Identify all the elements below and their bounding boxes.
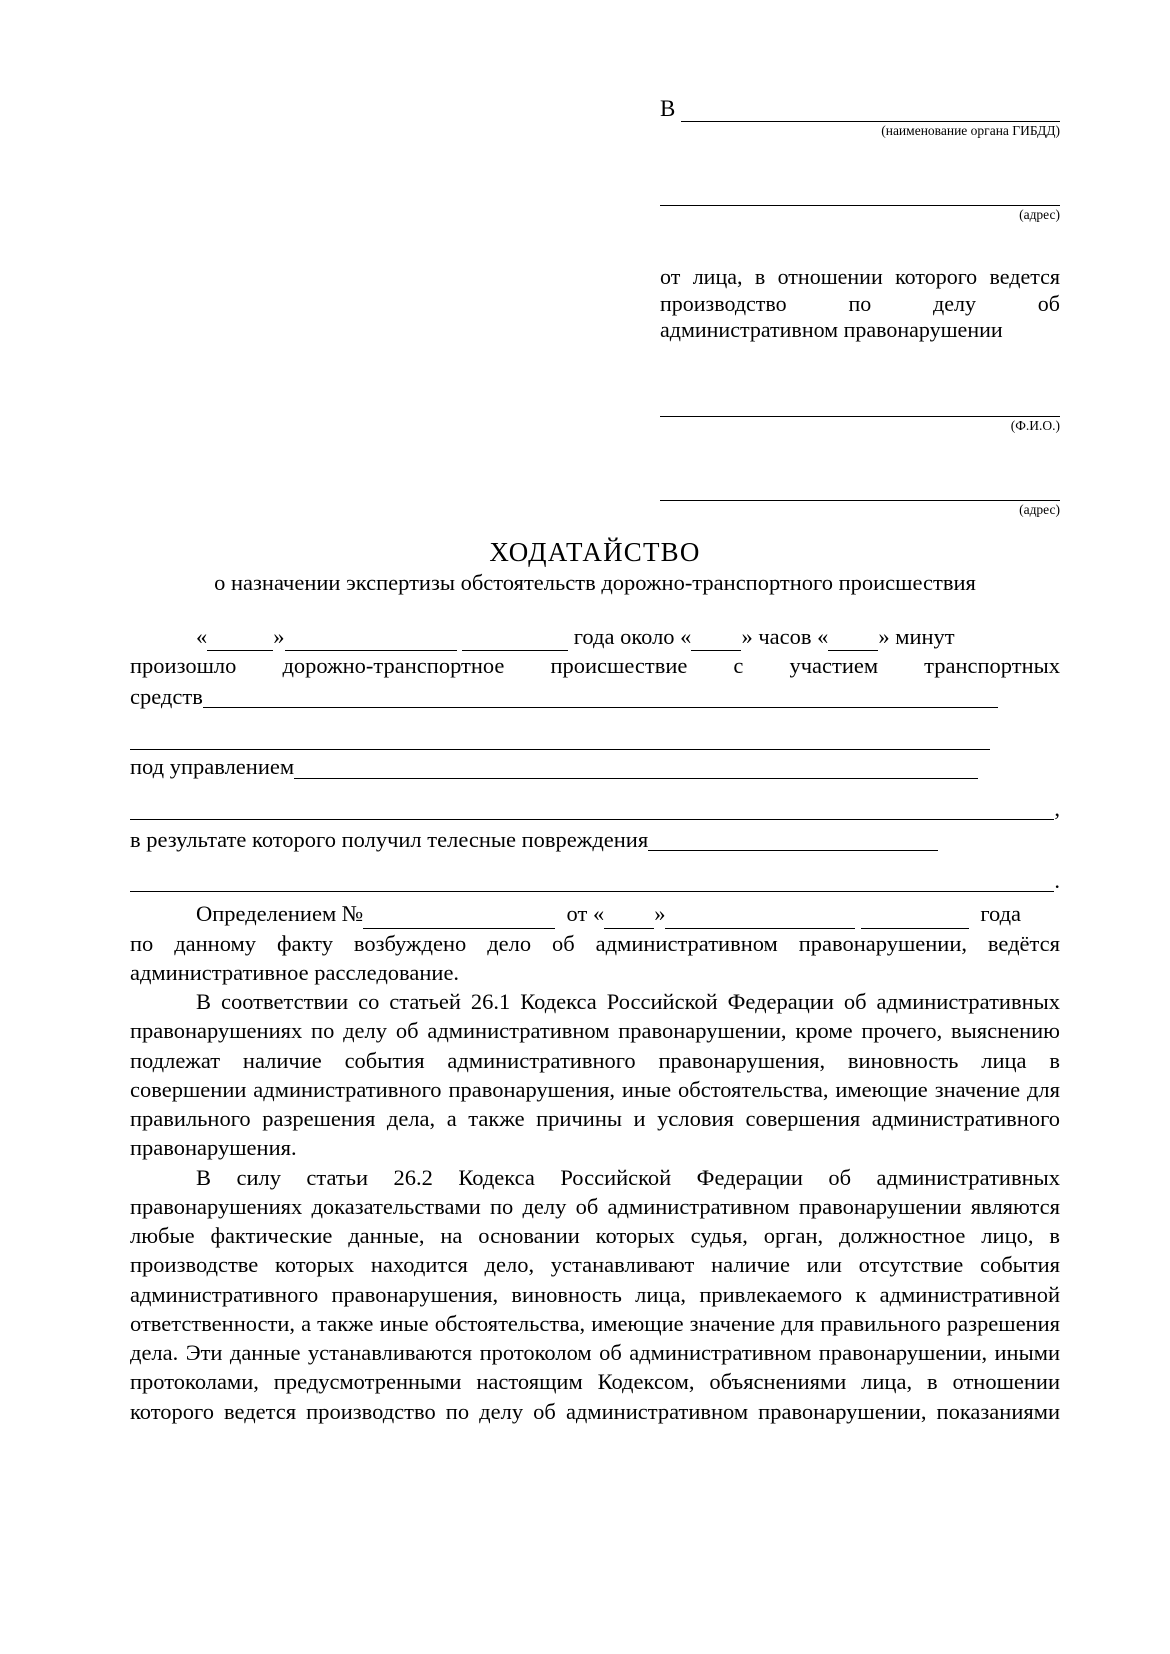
determination-from-label: от « xyxy=(566,901,605,927)
minutes-blank[interactable] xyxy=(828,629,878,651)
determination-label: Определением № xyxy=(196,901,364,927)
minutes-label: » минут xyxy=(878,623,955,649)
determination-year-blank[interactable] xyxy=(861,907,969,929)
driver-blank-continued-row xyxy=(130,794,1060,823)
paragraph-case-opened: по данному факту возбуждено дело об административном правонарушении, ведётся административное расследование. xyxy=(130,930,1060,985)
comma-mark: , xyxy=(1054,795,1060,821)
determination-day-blank[interactable] xyxy=(604,907,654,929)
to-prefix-label: В xyxy=(660,96,676,121)
date-time-row xyxy=(130,622,1060,651)
document-title: ХОДАТАЙСТВО xyxy=(489,536,701,567)
determination-quote-close: » xyxy=(654,901,666,927)
fio-caption: (Ф.И.О.) xyxy=(1010,418,1060,434)
determination-year-label: года xyxy=(980,901,1022,927)
paragraph-article-26-2: В силу статьи 26.2 Кодекса Российской Федерации об административных правонарушениях доказательствами по делу об административном правонарушении являются любые фактические данные, на основании которых судья, орган, должностное лицо, в производстве которых находится дело, устанавливают наличие или отсутствие события административного правонарушения, виновность лица, привлекаемого к административной ответственности, а также иные обстоятельства, имеющие значение для правильного разрешения дела. Эти данные устанавливаются протоколом об административном правонарушении, иными протоколами, предусмотренными настоящим Кодексом, объяснениями лица, в отношении которого ведется производство по делу об административном правонарушении, показаниями xyxy=(130,1164,1060,1424)
fio-row xyxy=(660,396,1060,417)
address-blank-2[interactable] xyxy=(660,480,1060,501)
year-around-label: года около « xyxy=(573,623,692,649)
address-caption-1: (адрес) xyxy=(1019,207,1060,223)
fio-blank[interactable] xyxy=(660,396,1060,417)
address-row-2 xyxy=(660,480,1060,501)
to-organ-row xyxy=(660,96,1060,122)
document-subtitle: о назначении экспертизы обстоятельств дорожно-транспортного происшествия xyxy=(214,569,976,595)
day-blank[interactable] xyxy=(207,629,273,651)
determination-row xyxy=(130,899,1060,928)
vehicles-row xyxy=(130,682,1060,711)
addressee-block xyxy=(660,96,1060,519)
injuries-blank-continued[interactable] xyxy=(130,871,1054,892)
address-blank-1[interactable] xyxy=(660,185,1060,206)
vehicles-blank-continued[interactable] xyxy=(130,723,990,750)
month-blank[interactable] xyxy=(285,629,457,651)
determination-number-blank[interactable] xyxy=(363,907,555,929)
incident-intro-block xyxy=(130,622,1060,929)
organ-name-blank[interactable] xyxy=(681,101,1060,122)
quote-close-1: » xyxy=(273,623,285,649)
from-person-text: от лица, в отношении которого ведется производство по делу об административном правонарушении xyxy=(660,263,1060,343)
organ-name-caption: (наименование органа ГИБДД) xyxy=(881,123,1060,139)
injuries-row xyxy=(130,825,1060,854)
driver-blank-continued[interactable] xyxy=(130,799,1054,820)
address-row-1 xyxy=(660,185,1060,206)
hours-label: » часов « xyxy=(741,623,829,649)
driver-row xyxy=(130,752,1060,781)
driver-blank[interactable] xyxy=(294,758,978,779)
period-mark: . xyxy=(1054,868,1060,894)
vehicles-label: средств xyxy=(130,684,203,710)
driver-label: под управлением xyxy=(130,754,295,780)
address-caption-2: (адрес) xyxy=(1019,502,1060,518)
injuries-blank[interactable] xyxy=(648,830,938,851)
injuries-continued-row xyxy=(130,866,1060,895)
incident-line-2: произошло дорожно-транспортное происшествие с участием транспортных xyxy=(130,652,1060,678)
quote-open-1: « xyxy=(196,623,208,649)
year-blank[interactable] xyxy=(462,629,568,651)
paragraph-article-26-1: В соответствии со статьей 26.1 Кодекса Российской Федерации об административных правонарушениях по делу об административном правонарушении, кроме прочего, выяснению подлежат наличие события административного правонарушения, виновность лица в совершении административного правонарушения, иные обстоятельства, имеющие значение для правильного разрешения дела, а также причины и условия совершения административного правонарушения. xyxy=(130,989,1060,1161)
determination-month-blank[interactable] xyxy=(665,907,855,929)
vehicles-blank[interactable] xyxy=(203,687,998,708)
injuries-label: в результате которого получил телесные повреждения xyxy=(130,826,649,852)
hours-blank[interactable] xyxy=(691,629,741,651)
